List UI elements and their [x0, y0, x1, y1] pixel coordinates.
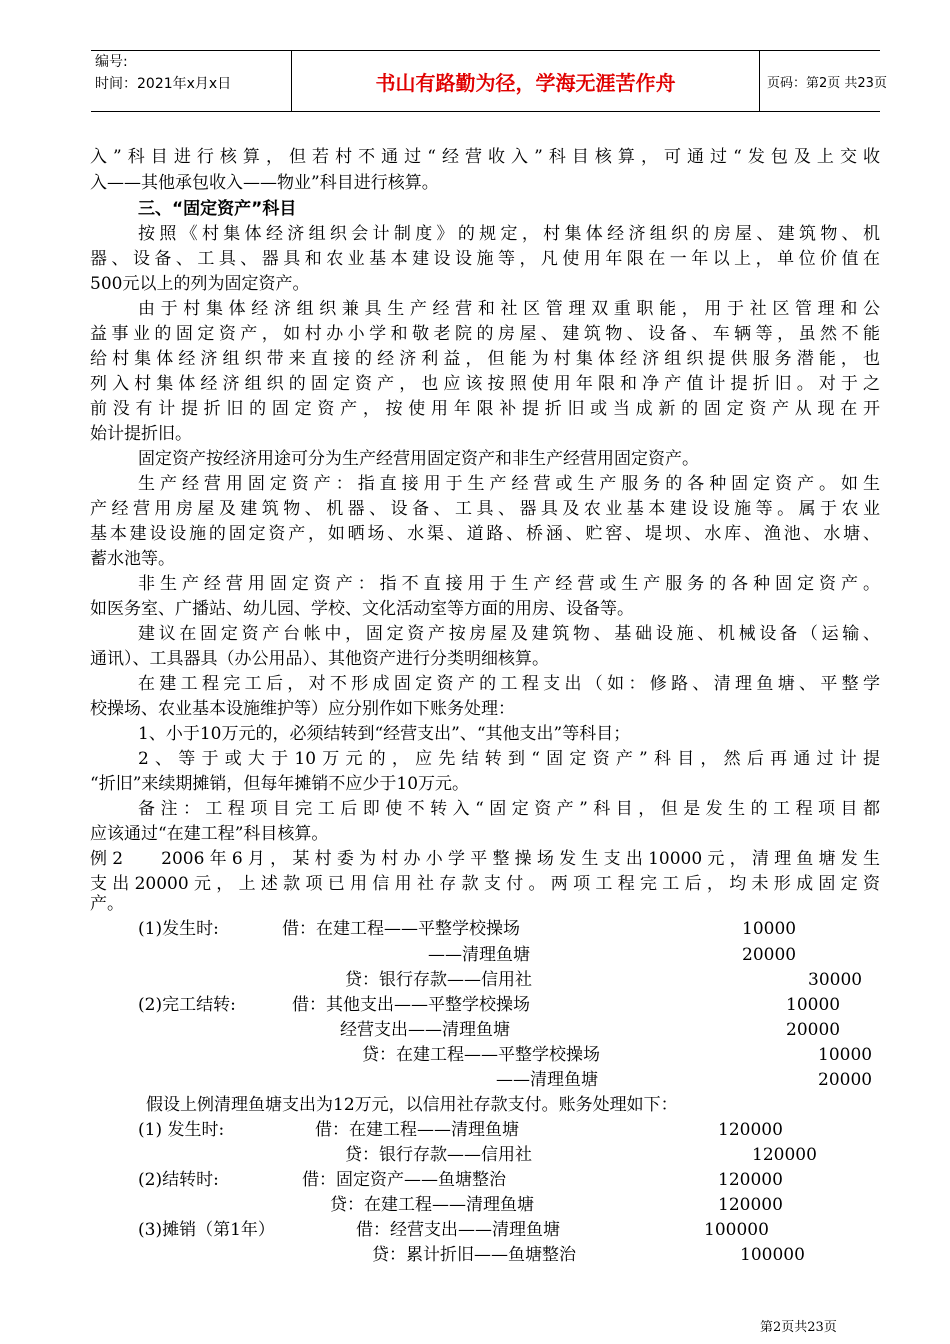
text-line: 始计提折旧。: [90, 424, 192, 444]
text-line: 由于村集体经济组织兼具生产经营和社区管理双重职能，用于社区管理和公: [138, 299, 880, 319]
text-line: 按照《村集体经济组织会计制度》的规定，村集体经济组织的房屋、建筑物、机: [138, 224, 880, 244]
entry-amount: 120000: [718, 1195, 783, 1215]
text-line: 例2 2006年6月，某村委为村办小学平整操场发生支出10000元，清理鱼塘发生: [90, 849, 880, 869]
entry-text: 借：经营支出——清理鱼塘: [356, 1220, 560, 1240]
entry-text: 借：其他支出——平整学校操场: [292, 995, 530, 1015]
entry-amount: 120000: [718, 1120, 783, 1140]
entry-label: (2)结转时:: [138, 1170, 219, 1190]
entry-label: (1) 发生时:: [138, 1120, 225, 1140]
text-line: 固定资产按经济用途可分为生产经营用固定资产和非生产经营用固定资产。: [138, 449, 699, 469]
entry-text: 贷：在建工程——平整学校操场: [362, 1045, 600, 1065]
page-footer: 第2页共23页: [760, 1320, 837, 1335]
text-line: 前没有计提折旧的固定资产，按使用年限补提折旧或当成新的固定资产从现在开: [90, 399, 880, 419]
entry-amount: 20000: [818, 1070, 873, 1090]
entry-amount: 100000: [704, 1220, 769, 1240]
entry-text: 贷：银行存款——信用社: [345, 970, 532, 990]
text-line: 通讯）、工具器具（办公用品）、其他资产进行分类明细核算。: [90, 649, 549, 669]
entry-text: 贷：银行存款——信用社: [345, 1145, 532, 1165]
entry-amount: 10000: [818, 1045, 873, 1065]
text-line: 生产经营用固定资产：指直接用于生产经营或生产服务的各种固定资产。如生: [138, 474, 880, 494]
entry-text: ——清理鱼塘: [496, 1070, 598, 1090]
text-line: 500元以上的列为固定资产。: [90, 274, 310, 294]
entry-amount: 20000: [742, 945, 797, 965]
text-line: 非生产经营用固定资产：指不直接用于生产经营或生产服务的各种固定资产。: [138, 574, 880, 594]
entry-text: 借：在建工程——平整学校操场: [282, 919, 520, 939]
text-line: 在建工程完工后，对不形成固定资产的工程支出（如：修路、清理鱼塘、平整学: [138, 674, 880, 694]
entry-text: ——清理鱼塘: [428, 945, 530, 965]
entry-label: (2)完工结转:: [138, 995, 236, 1015]
entry-label: (1)发生时:: [138, 919, 219, 939]
text-line: 备注：工程项目完工后即使不转入“固定资产”科目，但是发生的工程项目都: [138, 799, 880, 819]
text-line: 应该通过“在建工程”科目核算。: [90, 824, 329, 844]
page-header: [91, 50, 887, 112]
entry-label: (3)摊销（第1年）: [138, 1220, 275, 1240]
document-number: 编号:: [95, 54, 128, 70]
text-line: 产。: [90, 894, 124, 914]
entry-amount: 10000: [742, 919, 797, 939]
text-line: 建议在固定资产台帐中，固定资产按房屋及建筑物、基础设施、机械设备（运输、: [138, 624, 880, 644]
text-line: 假设上例清理鱼塘支出为12万元，以信用社存款支付。账务处理如下：: [146, 1095, 678, 1115]
entry-text: 借：在建工程——清理鱼塘: [315, 1120, 519, 1140]
entry-amount: 100000: [740, 1245, 805, 1265]
entry-amount: 120000: [718, 1170, 783, 1190]
text-line: 支出20000元，上述款项已用信用社存款支付。两项工程完工后，均未形成固定资: [90, 874, 880, 894]
header-motto: 书山有路勤为径，学海无涯苦作舟: [291, 51, 760, 111]
text-line: 1、小于10万元的，必须结转到“经营支出”、“其他支出”等科目；: [138, 724, 631, 744]
document-time: 时间：2021年x月x日: [95, 76, 232, 92]
text-line: 益事业的固定资产，如村办小学和敬老院的房屋、建筑物、设备、车辆等，虽然不能: [90, 324, 880, 344]
entry-amount: 10000: [786, 995, 841, 1015]
entry-text: 借：固定资产——鱼塘整治: [302, 1170, 506, 1190]
header-meta: [91, 51, 291, 111]
entry-text: 贷：在建工程——清理鱼塘: [330, 1195, 534, 1215]
text-line: 器、设备、工具、器具和农业基本建设设施等，凡使用年限在一年以上，单位价值在: [90, 249, 880, 269]
text-line: 校操场、农业基本设施维护等）应分别作如下账务处理：: [90, 699, 515, 719]
entry-text: 贷：累计折旧——鱼塘整治: [372, 1245, 576, 1265]
text-line: 基本建设设施的固定资产，如晒场、水渠、道路、桥涵、贮窖、堤坝、水库、渔池、水塘、: [90, 524, 880, 544]
entry-amount: 30000: [808, 970, 863, 990]
text-line: 产经营用房屋及建筑物、机器、设备、工具、器具及农业基本建设设施等。属于农业: [90, 499, 880, 519]
text-line: 给村集体经济组织带来直接的经济利益，但能为村集体经济组织提供服务潜能，也: [90, 349, 880, 369]
text-line: 2、等于或大于10万元的，应先结转到“固定资产”科目，然后再通过计提: [138, 749, 880, 769]
text-line: 入——其他承包收入——物业”科目进行核算。: [90, 173, 439, 193]
text-line: 入”科目进行核算，但若村不通过“经营收入”科目核算，可通过“发包及上交收: [90, 147, 880, 167]
text-line: 蓄水池等。: [90, 549, 175, 569]
text-line: 如医务室、广播站、幼儿园、学校、文化活动室等方面的用房、设备等。: [90, 599, 634, 619]
text-line: “折旧”来续期摊销，但每年摊销不应少于10万元。: [90, 774, 470, 794]
header-page-number: 页码：第2页 共23页: [767, 75, 887, 91]
section-heading: 三、“固定资产”科目: [138, 199, 297, 219]
entry-text: 经营支出——清理鱼塘: [340, 1020, 510, 1040]
text-line: 列入村集体经济组织的固定资产，也应该按照使用年限和净产值计提折旧。对于之: [90, 374, 880, 394]
entry-amount: 20000: [786, 1020, 841, 1040]
entry-amount: 120000: [752, 1145, 817, 1165]
